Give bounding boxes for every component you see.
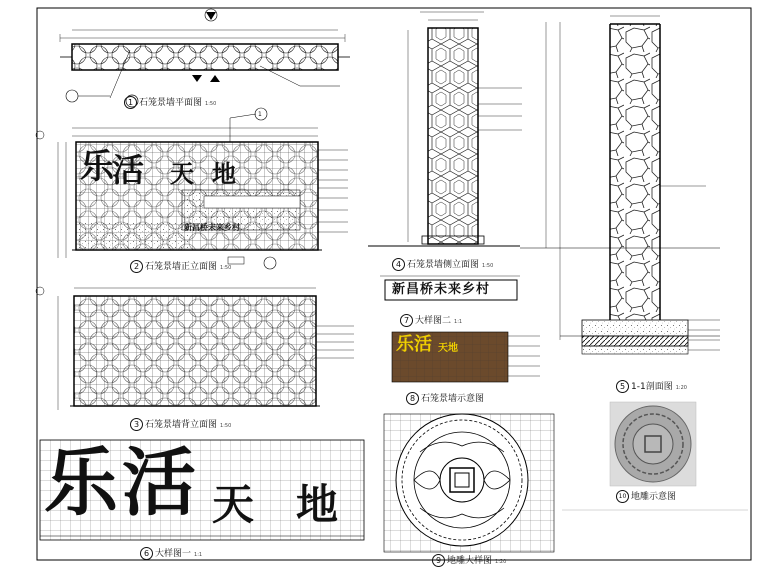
caption-title: 大样图二	[415, 316, 452, 326]
caption-scale: 1:20	[495, 559, 507, 565]
caption-title: 大样图一	[155, 549, 192, 559]
caption-scale: 1:1	[194, 552, 203, 558]
wall-char-2: 活	[112, 151, 145, 189]
caption-title: 1-1剖面图	[631, 382, 673, 392]
back-elevation	[36, 287, 354, 410]
caption-number: 7	[400, 314, 413, 327]
caption-scale: 1:50	[220, 423, 232, 429]
caption-title: 地雕大样图	[447, 556, 493, 566]
photo-small-text: 天地	[438, 343, 458, 354]
caption-photo	[406, 392, 484, 405]
caption-title: 石笼景墙正立面图	[145, 262, 218, 272]
caption-section	[616, 380, 687, 394]
wall-char-4: 地	[212, 159, 236, 188]
section-1-1	[520, 16, 720, 354]
caption-ground-carving	[432, 554, 506, 568]
caption-side-elevation	[392, 258, 493, 272]
detail-char-1: 乐	[44, 440, 118, 526]
side-elevation	[368, 12, 522, 246]
carving-photo	[610, 402, 696, 486]
caption-number: 10	[616, 490, 629, 503]
caption-scale: 1:50	[482, 263, 494, 269]
section-marker-top: 1	[209, 12, 213, 19]
caption-title: 地雕示意图	[631, 492, 677, 502]
caption-scale: 1:20	[675, 385, 687, 391]
detail-char-4: 地	[296, 480, 339, 529]
wall-slogan: 新昌桥未来乡村	[184, 223, 240, 232]
caption-scale: 1:1	[454, 319, 463, 325]
caption-detail-2	[400, 314, 462, 328]
detail-char-3: 天	[212, 480, 255, 529]
caption-scale: 1:50	[220, 265, 232, 271]
caption-title: 石笼景墙背立面图	[145, 420, 218, 430]
photo-big-text: 乐活	[396, 334, 432, 355]
caption-plan	[124, 96, 216, 110]
plan-view	[60, 9, 350, 107]
sign-text: 新昌桥未来乡村	[392, 282, 491, 297]
caption-number: 5	[616, 380, 629, 393]
detail-char-2: 活	[122, 440, 196, 526]
caption-title: 石笼景墙平面图	[139, 98, 203, 108]
section-marker-elevation: 1	[258, 111, 262, 118]
caption-carving-photo	[616, 490, 676, 503]
caption-scale: 1:50	[205, 101, 217, 107]
caption-number: 8	[406, 392, 419, 405]
caption-title: 石笼景墙示意图	[421, 394, 485, 404]
caption-title: 石笼景墙侧立面图	[407, 260, 480, 270]
caption-front-elevation	[130, 260, 231, 274]
caption-number: 4	[392, 258, 405, 271]
front-elevation	[36, 108, 348, 269]
caption-number: 2	[130, 260, 143, 273]
caption-number: 1	[124, 96, 137, 109]
wall-char-3: 天	[170, 159, 194, 188]
caption-detail-1	[140, 547, 202, 561]
caption-number: 6	[140, 547, 153, 560]
caption-back-elevation	[130, 418, 231, 432]
caption-number: 3	[130, 418, 143, 431]
wall-char-1: 乐	[80, 147, 114, 187]
caption-number: 9	[432, 554, 445, 567]
ground-carving	[384, 414, 554, 552]
